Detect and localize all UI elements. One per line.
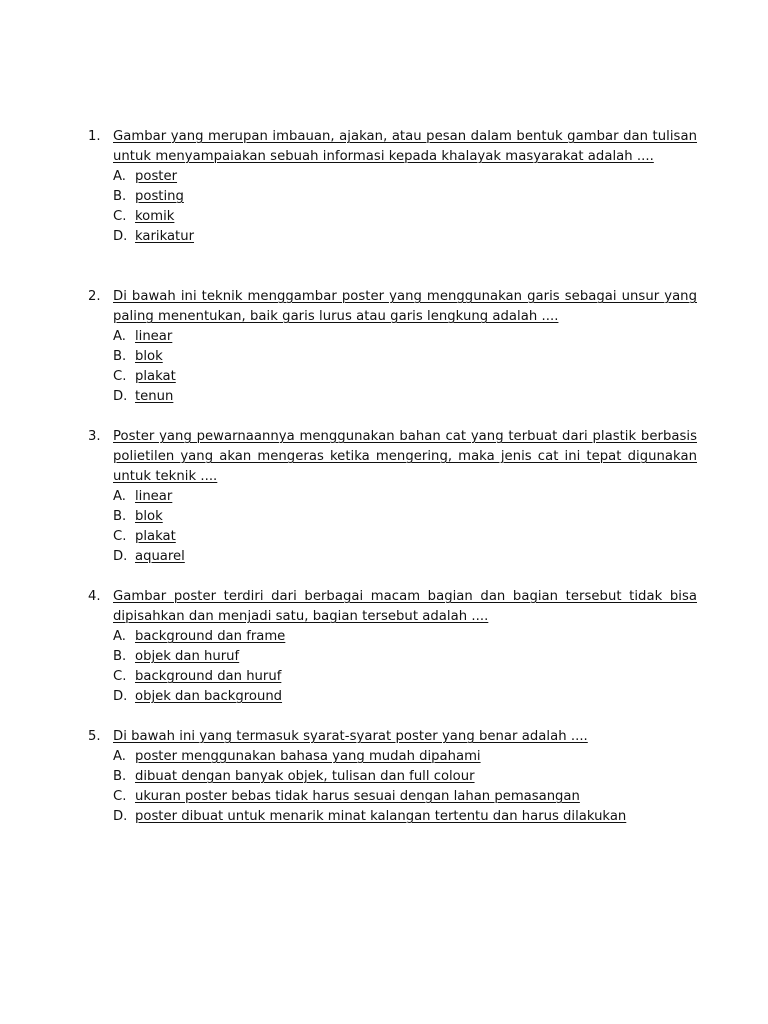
question-number: 4. [88, 589, 101, 604]
option-letter: D. [113, 809, 128, 824]
option-letter: D. [113, 389, 128, 404]
option-letter: A. [113, 629, 126, 644]
answer-option [113, 207, 698, 227]
question-stem [88, 427, 698, 487]
answer-option [113, 387, 698, 407]
answer-option [113, 547, 698, 567]
answer-option [113, 487, 698, 507]
option-letter: B. [113, 649, 127, 664]
option-text: tenun [135, 389, 174, 404]
option-letter: C. [113, 529, 127, 544]
option-letter: C. [113, 669, 127, 684]
answer-options [113, 627, 698, 707]
answer-option [113, 667, 698, 687]
option-letter: A. [113, 169, 126, 184]
answer-option [113, 807, 698, 827]
option-text: plakat [135, 529, 176, 544]
option-letter: D. [113, 229, 128, 244]
question-5 [88, 727, 698, 827]
question-stem [88, 587, 698, 627]
question-text: Di bawah ini yang termasuk syarat-syarat poster yang benar adalah .... [113, 729, 588, 744]
option-letter: B. [113, 349, 127, 364]
answer-option [113, 347, 698, 367]
option-text: blok [135, 509, 163, 524]
question-stem [88, 127, 698, 167]
answer-option [113, 527, 698, 547]
answer-option [113, 367, 698, 387]
question-stem [88, 727, 698, 747]
option-letter: B. [113, 509, 127, 524]
option-text: poster dibuat untuk menarik minat kalangan tertentu dan harus dilakukan [135, 809, 627, 824]
option-letter: D. [113, 549, 128, 564]
answer-option [113, 327, 698, 347]
option-text: poster menggunakan bahasa yang mudah dipahami [135, 749, 481, 764]
answer-options [113, 747, 698, 827]
option-text: linear [135, 329, 173, 344]
option-text: ukuran poster bebas tidak harus sesuai dengan lahan pemasangan [135, 789, 580, 804]
answer-option [113, 167, 698, 187]
question-4 [88, 587, 698, 707]
answer-option [113, 767, 698, 787]
question-number: 3. [88, 429, 101, 444]
option-text: posting [135, 189, 184, 204]
option-text: background dan huruf [135, 669, 282, 684]
question-2 [88, 287, 698, 407]
option-text: plakat [135, 369, 176, 384]
option-text: poster [135, 169, 178, 184]
option-text: objek dan background [135, 689, 283, 704]
answer-option [113, 507, 698, 527]
option-text: background dan frame [135, 629, 286, 644]
question-text: Gambar yang merupan imbauan, ajakan, atau pesan dalam bentuk gambar dan tulisan untuk menyampaiakan sebuah informasi kepada khalayak masyarakat adalah .... [113, 129, 697, 164]
option-letter: A. [113, 749, 126, 764]
option-text: aquarel [135, 549, 185, 564]
answer-option [113, 687, 698, 707]
option-letter: C. [113, 209, 127, 224]
question-stem [88, 287, 698, 327]
question-3 [88, 427, 698, 567]
question-text: Di bawah ini teknik menggambar poster yang menggunakan garis sebagai unsur yang paling menentukan, baik garis lurus atau garis lengkung adalah .... [113, 289, 697, 324]
option-text: komik [135, 209, 175, 224]
option-text: blok [135, 349, 163, 364]
question-text: Poster yang pewarnaannya menggunakan bahan cat yang terbuat dari plastik berbasis polietilen yang akan mengeras ketika mengering, maka jenis cat ini tepat digunakan untuk teknik .... [113, 429, 697, 484]
option-text: dibuat dengan banyak objek, tulisan dan full colour [135, 769, 475, 784]
question-number: 5. [88, 729, 101, 744]
answer-options [113, 167, 698, 247]
option-letter: B. [113, 769, 127, 784]
question-text: Gambar poster terdiri dari berbagai macam bagian dan bagian tersebut tidak bisa dipisahkan dan menjadi satu, bagian tersebut adalah .... [113, 589, 697, 624]
answer-option [113, 187, 698, 207]
option-letter: C. [113, 789, 127, 804]
option-letter: C. [113, 369, 127, 384]
option-letter: D. [113, 689, 128, 704]
answer-option [113, 787, 698, 807]
answer-option [113, 647, 698, 667]
option-letter: B. [113, 189, 127, 204]
question-number: 1. [88, 129, 101, 144]
option-text: linear [135, 489, 173, 504]
option-text: objek dan huruf [135, 649, 240, 664]
option-text: karikatur [135, 229, 195, 244]
answer-option [113, 627, 698, 647]
answer-options [113, 327, 698, 407]
question-1 [88, 127, 698, 247]
option-letter: A. [113, 489, 126, 504]
answer-option [113, 227, 698, 247]
answer-options [113, 487, 698, 567]
question-number: 2. [88, 289, 101, 304]
answer-option [113, 747, 698, 767]
option-letter: A. [113, 329, 126, 344]
